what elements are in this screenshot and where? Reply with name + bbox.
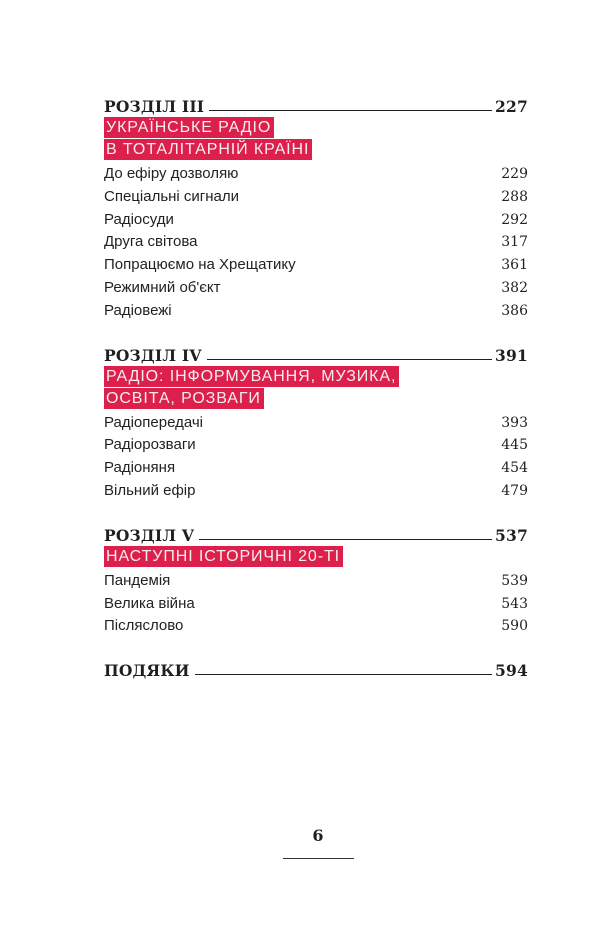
- section-subtitle: [104, 546, 528, 568]
- toc-entry[interactable]: [104, 434, 528, 457]
- toc-entry[interactable]: [104, 412, 528, 435]
- toc-entry[interactable]: [104, 480, 528, 503]
- entry-list: [104, 412, 528, 503]
- section-title: РОЗДІЛ ІІІ: [104, 97, 205, 116]
- table-of-contents: [104, 94, 528, 700]
- entry-title: Спеціальні сигнали: [104, 187, 240, 205]
- dot-leader-line: [209, 110, 492, 111]
- entry-title: Режимний об'єкт: [104, 278, 221, 296]
- entry-page: 229: [501, 166, 528, 182]
- section-page-number: 537: [495, 525, 528, 545]
- entry-page: 590: [501, 618, 528, 635]
- section-title: ПОДЯКИ: [104, 661, 190, 681]
- section-title: РОЗДІЛ IV: [104, 345, 202, 365]
- section-heading[interactable]: [104, 343, 528, 365]
- section-subtitle: [104, 366, 528, 410]
- entry-page: 393: [501, 414, 528, 431]
- toc-entry[interactable]: [104, 254, 528, 277]
- toc-entry[interactable]: [104, 209, 528, 232]
- entry-page: 479: [501, 482, 528, 499]
- entry-page: 445: [501, 437, 528, 454]
- toc-entry[interactable]: [104, 231, 528, 254]
- section-4: [104, 343, 528, 503]
- folio-rule: [283, 858, 354, 859]
- acknowledgements-section: [104, 658, 528, 680]
- section-heading[interactable]: [104, 523, 528, 545]
- entry-title: Радіорозваги: [104, 436, 196, 454]
- dot-leader-line: [207, 359, 492, 360]
- section-heading[interactable]: [104, 658, 528, 680]
- entry-title: Радіопередачі: [104, 413, 204, 431]
- entry-page: 317: [501, 234, 528, 251]
- entry-page: 386: [501, 302, 528, 319]
- dot-leader-line: [195, 674, 492, 675]
- entry-title: Радіоняня: [104, 459, 176, 477]
- entry-list: [104, 570, 528, 638]
- entry-page: 454: [501, 460, 528, 477]
- subtitle-line: РАДІО: ІНФОРМУВАННЯ, МУЗИКА,: [104, 366, 399, 387]
- toc-entry[interactable]: [104, 186, 528, 209]
- section-page-number: 391: [495, 345, 528, 365]
- entry-title: Попрацюємо на Хрещатику: [104, 256, 296, 274]
- section-page-number: 227: [495, 97, 528, 116]
- entry-title: Радіосуди: [104, 210, 174, 228]
- entry-page: 543: [501, 595, 528, 612]
- entry-title: Вільний ефір: [104, 481, 196, 499]
- entry-page: 361: [501, 257, 528, 274]
- entry-page: 539: [501, 572, 528, 589]
- toc-entry[interactable]: [104, 300, 528, 323]
- section-3: [104, 94, 528, 323]
- toc-entry[interactable]: [104, 163, 528, 186]
- dot-leader-line: [199, 539, 492, 540]
- subtitle-line: НАСТУПНІ ІСТОРИЧНІ 20-ТІ: [104, 546, 343, 567]
- section-subtitle: [104, 117, 528, 161]
- toc-entry[interactable]: [104, 277, 528, 300]
- entry-title: До ефіру дозволяю: [104, 165, 239, 182]
- entry-title: Велика війна: [104, 594, 195, 612]
- subtitle-line: В ТОТАЛІТАРНІЙ КРАЇНІ: [104, 139, 312, 160]
- section-page-number: 594: [495, 661, 528, 681]
- entry-title: Пандемія: [104, 571, 171, 589]
- subtitle-line: УКРАЇНСЬКЕ РАДІО: [104, 117, 274, 138]
- entry-title: Друга світова: [104, 233, 198, 251]
- section-heading[interactable]: [104, 94, 528, 116]
- entry-title: Післяслово: [104, 617, 184, 635]
- entry-page: 382: [501, 279, 528, 296]
- entry-page: 288: [501, 188, 528, 205]
- entry-title: Радіовежі: [104, 301, 172, 319]
- subtitle-line: ОСВІТА, РОЗВАГИ: [104, 388, 264, 409]
- entry-list: [104, 163, 528, 323]
- toc-entry[interactable]: [104, 615, 528, 638]
- section-5: [104, 523, 528, 638]
- toc-entry[interactable]: [104, 457, 528, 480]
- entry-page: 292: [501, 211, 528, 228]
- page-number: 6: [312, 826, 324, 845]
- section-title: РОЗДІЛ V: [104, 525, 195, 545]
- toc-entry[interactable]: [104, 570, 528, 593]
- toc-entry[interactable]: [104, 593, 528, 616]
